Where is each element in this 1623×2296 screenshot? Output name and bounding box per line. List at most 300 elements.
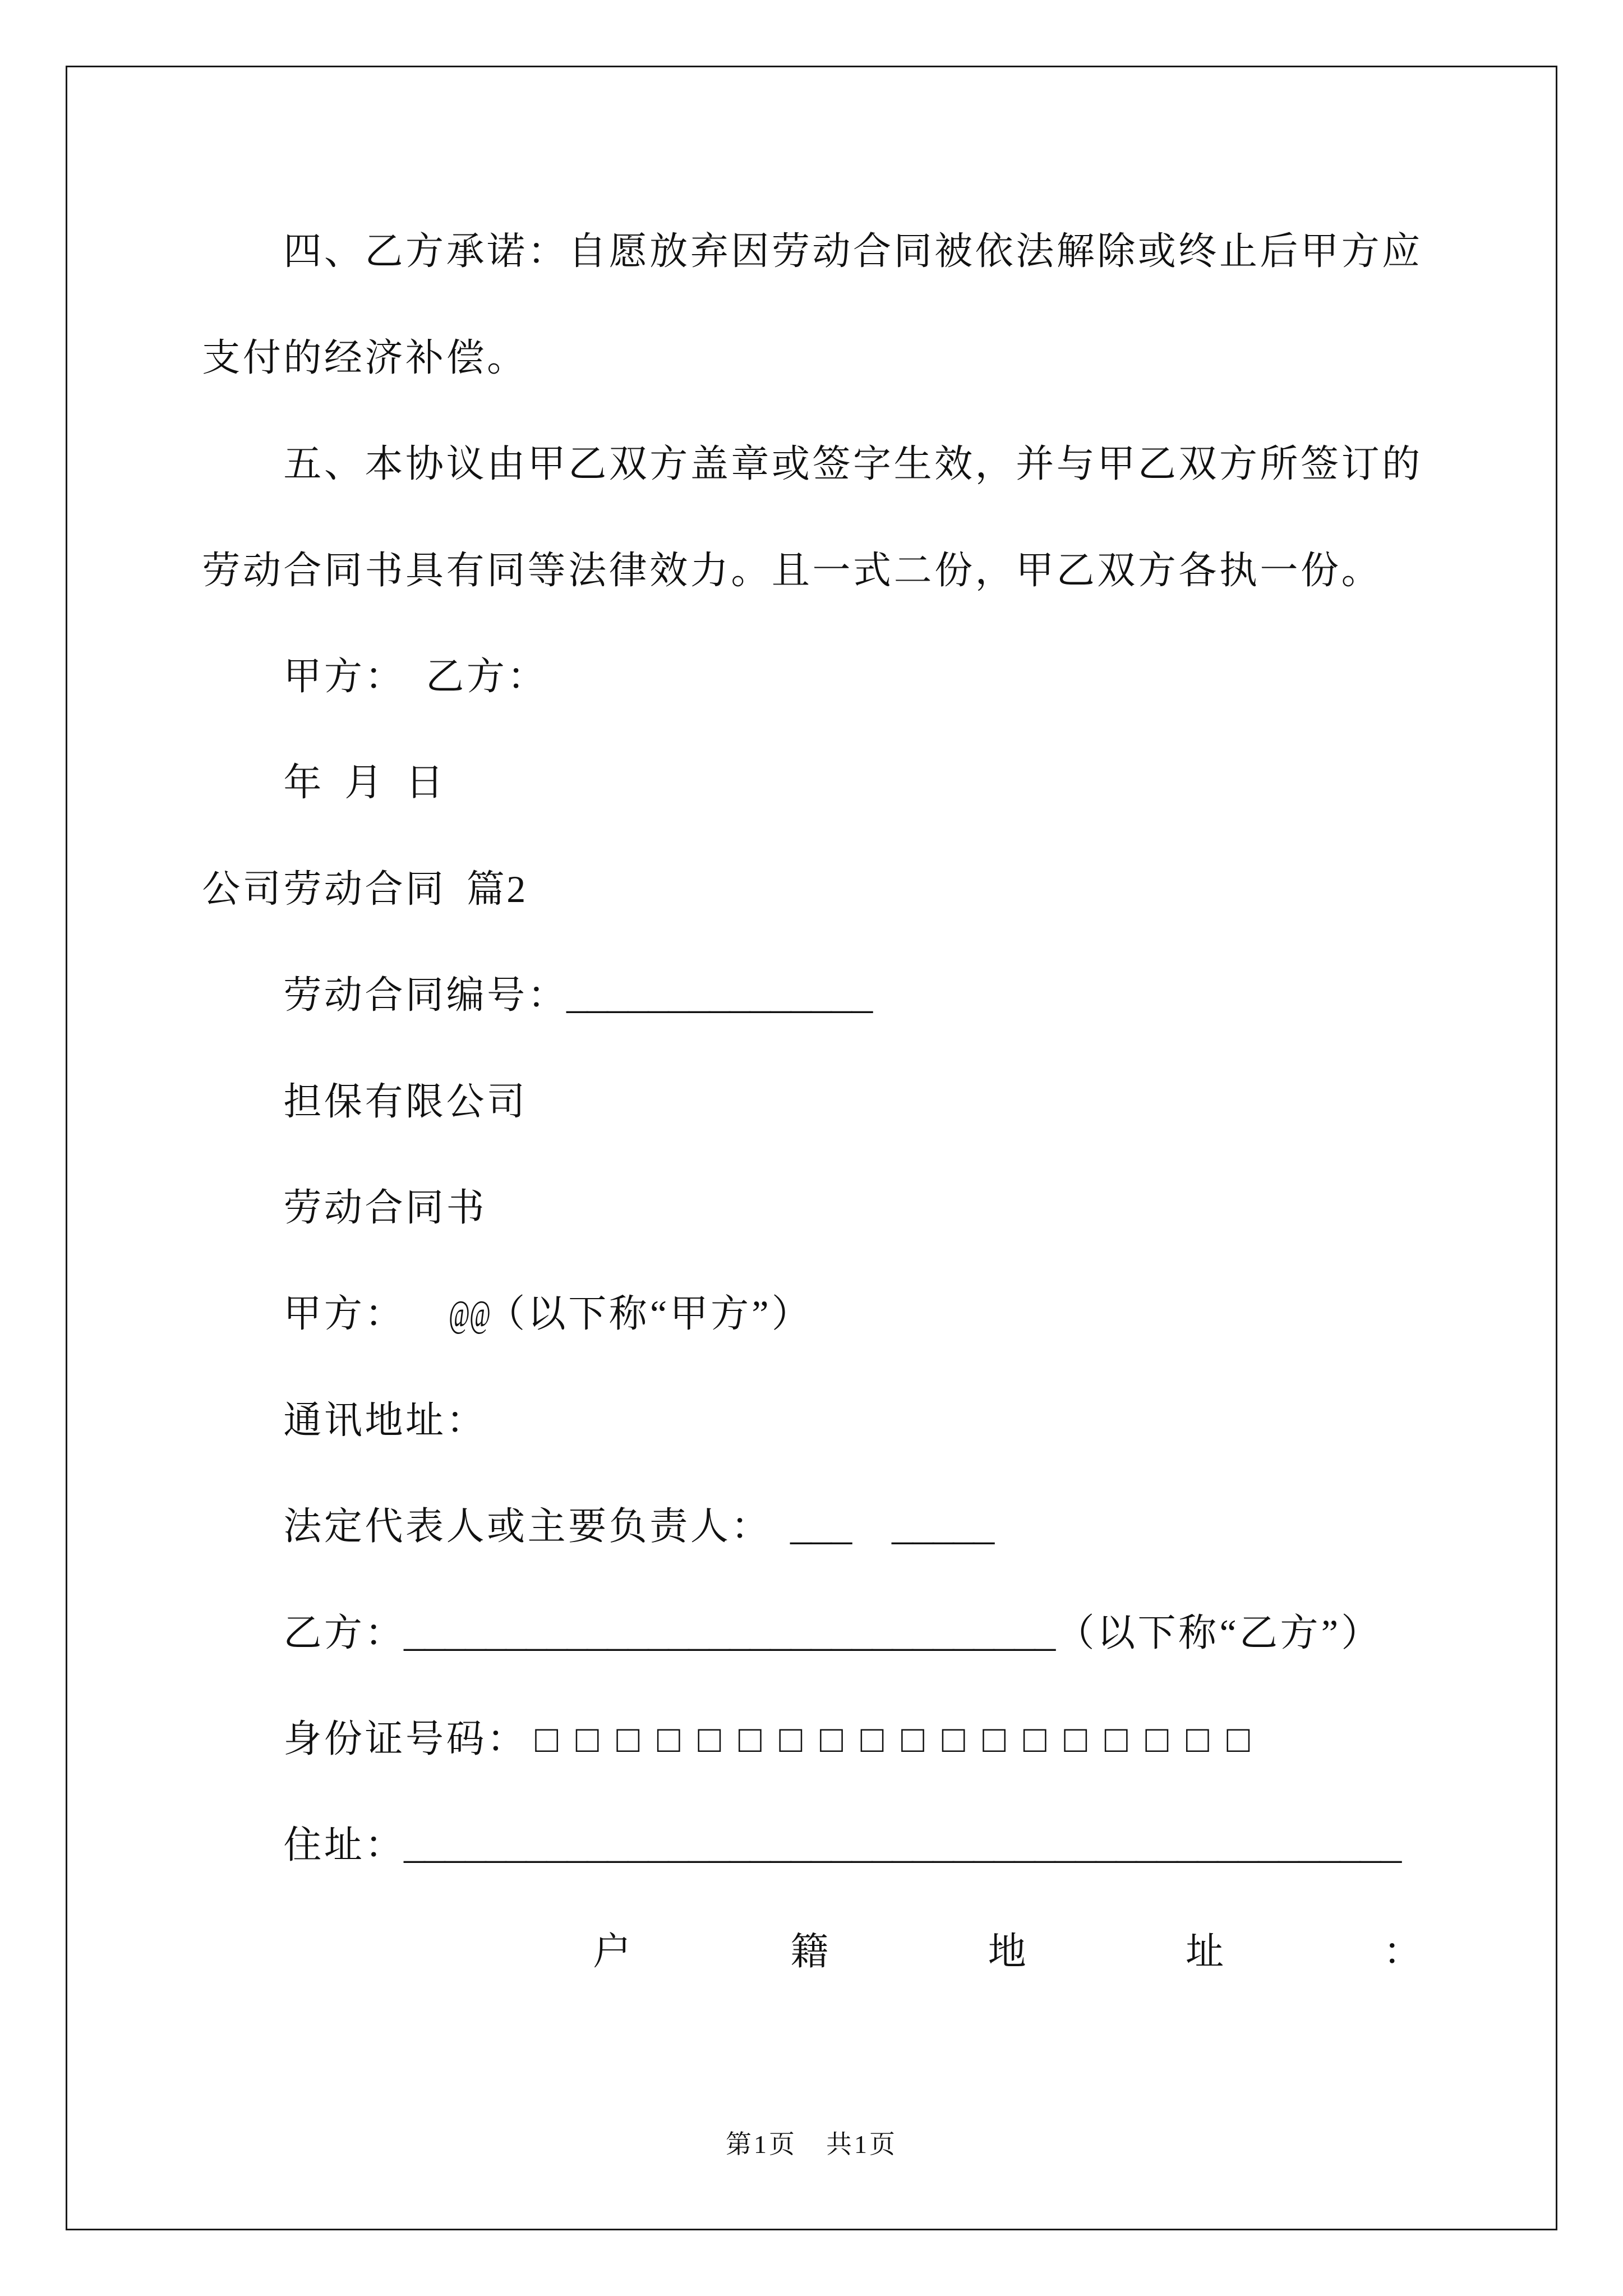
glyph: 方 (405, 230, 444, 273)
glyph: 甲 (1016, 549, 1054, 592)
legal-representative-blank-2 (892, 1505, 994, 1548)
document-title (201, 1155, 1423, 1261)
glyph: 终 (1178, 230, 1217, 273)
glyph: □ (616, 1717, 640, 1760)
glyph: “ (650, 1292, 667, 1336)
glyph: _ (1380, 1824, 1401, 1867)
glyph: _ (871, 1611, 893, 1654)
glyph: 方 (466, 655, 505, 698)
glyph: _ (648, 1824, 670, 1867)
glyph: 效 (934, 443, 973, 486)
glyph: _ (769, 1824, 791, 1867)
glyph: _ (831, 1611, 852, 1654)
glyph: ： (365, 1292, 403, 1336)
glyph: ： (487, 1717, 525, 1760)
party-b-signature-label (425, 655, 547, 698)
glyph: _ (1318, 1824, 1340, 1867)
footer-page-total: 共1页 (826, 2130, 897, 2159)
glyph: _ (627, 1824, 649, 1867)
glyph: _ (769, 974, 791, 1017)
glyph: 放 (649, 230, 688, 273)
glyph: 方 (1137, 549, 1176, 592)
glyph: 动 (324, 974, 362, 1017)
glyph: 或 (1137, 230, 1176, 273)
party-a-signature-label (282, 655, 404, 698)
glyph: □ (575, 1717, 599, 1760)
address-label (282, 1824, 404, 1866)
glyph: 合 (365, 867, 403, 910)
glyph: _ (973, 1505, 995, 1548)
party-a-name (445, 1292, 491, 1336)
glyph: 份 (1301, 549, 1339, 592)
glyph: _ (851, 1611, 873, 1654)
glyph: ： (365, 655, 403, 698)
glyph: 并 (1016, 443, 1054, 486)
party-b-blank (404, 1612, 1055, 1654)
glyph: ： (507, 655, 546, 698)
glyph: _ (1197, 1824, 1219, 1867)
glyph: _ (648, 1611, 670, 1654)
glyph: 本 (365, 443, 403, 486)
glyph: _ (851, 974, 873, 1017)
glyph: _ (1095, 1824, 1117, 1867)
glyph: 生 (893, 443, 932, 486)
glyph: 方 (324, 1611, 362, 1654)
clause-5 (201, 411, 1423, 624)
glyph: 效 (649, 549, 688, 592)
glyph: _ (831, 974, 852, 1017)
glyph: _ (810, 1611, 832, 1654)
glyph: 址 (405, 1398, 444, 1442)
glyph: ： (1383, 1930, 1422, 1973)
glyph: 住 (283, 1824, 322, 1867)
glyph: _ (892, 1824, 914, 1867)
glyph: 偿 (446, 336, 485, 379)
glyph: 具 (405, 549, 444, 592)
glyph: 以 (527, 1292, 566, 1336)
glyph: 后 (1260, 230, 1298, 273)
glyph: 被 (934, 230, 973, 273)
glyph: _ (607, 1611, 629, 1654)
glyph: 章 (731, 443, 769, 486)
glyph: 以 (1097, 1611, 1136, 1654)
glyph: 通 (283, 1398, 322, 1442)
glyph: _ (505, 1611, 527, 1654)
glyph: 乙 (1137, 443, 1176, 486)
glyph: _ (668, 1824, 690, 1867)
footer-page-current: 第1页 (726, 2130, 797, 2159)
glyph: 表 (405, 1505, 444, 1548)
glyph: _ (627, 1611, 649, 1654)
glyph: _ (729, 1611, 751, 1654)
glyph: 编 (446, 974, 485, 1017)
glyph: 、 (324, 230, 362, 273)
glyph: 因 (731, 230, 769, 273)
glyph: 证 (365, 1717, 403, 1760)
date-line (201, 730, 1423, 836)
glyph: _ (587, 974, 608, 1017)
glyph: @ (469, 1292, 491, 1336)
glyph: 甲 (527, 443, 566, 486)
glyph: 代 (365, 1505, 403, 1548)
glyph: _ (993, 1611, 1015, 1654)
party-a-line (201, 1261, 1423, 1367)
glyph: 式 (853, 549, 892, 592)
glyph: 、 (324, 443, 362, 486)
glyph: 四 (283, 230, 322, 273)
glyph: _ (1237, 1824, 1259, 1867)
glyph: 自 (568, 230, 607, 273)
glyph: _ (668, 974, 690, 1017)
glyph: 双 (1097, 549, 1136, 592)
glyph: 籍 (790, 1930, 829, 1973)
glyph: 承 (446, 230, 485, 273)
glyph: 号 (487, 974, 525, 1017)
contract-number-label (282, 974, 567, 1016)
signature-line (201, 624, 1423, 730)
glyph: 有 (365, 1080, 403, 1123)
party-b-label (282, 1612, 404, 1654)
glyph: □ (1064, 1717, 1087, 1760)
glyph (445, 836, 465, 942)
glyph: （ (1056, 1611, 1095, 1654)
glyph: 司 (242, 867, 281, 910)
glyph: 年 (283, 761, 322, 804)
glyph: 人 (690, 1505, 728, 1548)
glyph: _ (1034, 1611, 1056, 1654)
glyph: _ (424, 1611, 446, 1654)
glyph: 乙 (365, 230, 403, 273)
glyph: _ (566, 1611, 588, 1654)
glyph: _ (444, 1611, 466, 1654)
glyph: _ (932, 1611, 954, 1654)
glyph: 下 (568, 1292, 607, 1336)
glyph: _ (912, 1505, 934, 1548)
glyph: 人 (446, 1505, 485, 1548)
glyph: 甲 (283, 655, 322, 698)
contract-number-blank (567, 974, 872, 1016)
glyph: _ (708, 1611, 730, 1654)
date-month-label (343, 761, 384, 804)
glyph: _ (729, 1824, 751, 1867)
glyph: _ (932, 1505, 954, 1548)
glyph: 经 (324, 336, 362, 379)
glyph: _ (993, 1824, 1015, 1867)
date-day-label (404, 761, 445, 804)
glyph: 动 (324, 867, 362, 910)
glyph: 地 (988, 1930, 1026, 1973)
glyph: 力 (690, 549, 728, 592)
glyph: 济 (365, 336, 403, 379)
glyph: 律 (608, 549, 647, 592)
glyph: _ (892, 1505, 914, 1548)
glyph: 保 (324, 1080, 362, 1123)
address-line (201, 1792, 1423, 1898)
glyph: 劳 (283, 867, 322, 910)
glyph: 方 (324, 655, 362, 698)
glyph: ： (446, 1398, 485, 1442)
glyph: _ (485, 1824, 506, 1867)
glyph: 且 (771, 549, 810, 592)
glyph: 。 (1341, 549, 1380, 592)
glyph: □ (535, 1717, 559, 1760)
glyph: 合 (365, 1186, 403, 1229)
glyph: 同 (405, 867, 444, 910)
glyph: _ (648, 974, 670, 1017)
glyph: 有 (446, 549, 485, 592)
glyph: “ (1219, 1611, 1237, 1654)
glyph: □ (738, 1717, 762, 1760)
glyph: _ (688, 1824, 710, 1867)
glyph: _ (1054, 1824, 1076, 1867)
glyph: _ (810, 1505, 832, 1548)
glyph: _ (525, 1824, 547, 1867)
glyph: _ (587, 1824, 608, 1867)
glyph: _ (505, 1824, 527, 1867)
glyph: 五 (283, 443, 322, 486)
glyph: 责 (649, 1505, 688, 1548)
id-number-line (201, 1686, 1423, 1792)
glyph: 书 (365, 549, 403, 592)
glyph: 双 (608, 443, 647, 486)
section-heading (201, 836, 1423, 942)
glyph: 执 (1219, 549, 1257, 592)
glyph: _ (810, 974, 832, 1017)
party-a-alias (486, 1292, 811, 1335)
glyph: @ (449, 1292, 471, 1336)
glyph: 诺 (487, 230, 525, 273)
glyph: □ (983, 1717, 1006, 1760)
glyph: _ (668, 1611, 690, 1654)
glyph: 址 (1186, 1930, 1224, 1973)
household-address-label (592, 1899, 1423, 2005)
glyph: _ (912, 1611, 934, 1654)
glyph: 弃 (690, 230, 728, 273)
glyph: 公 (446, 1080, 485, 1123)
glyph: ： (527, 974, 566, 1017)
glyph: _ (953, 1824, 975, 1867)
glyph: _ (769, 1611, 791, 1654)
glyph: 等 (527, 549, 566, 592)
glyph: 主 (527, 1505, 566, 1548)
glyph: 劳 (283, 1186, 322, 1229)
glyph: _ (729, 974, 751, 1017)
glyph: ” (751, 1292, 769, 1336)
glyph: _ (851, 1824, 873, 1867)
glyph: 篇 (466, 867, 505, 910)
glyph: 同 (324, 549, 362, 592)
glyph: 与 (1056, 443, 1095, 486)
glyph: 或 (771, 443, 810, 486)
glyph: □ (901, 1717, 925, 1760)
glyph: _ (932, 1824, 954, 1867)
page-footer (0, 2128, 1623, 2161)
glyph: 同 (893, 230, 932, 273)
legal-representative-label (282, 1505, 771, 1548)
glyph: _ (566, 974, 588, 1017)
glyph: 。 (487, 336, 525, 379)
glyph: _ (749, 1611, 771, 1654)
glyph: _ (953, 1611, 975, 1654)
glyph: _ (790, 1824, 811, 1867)
glyph: _ (973, 1824, 995, 1867)
glyph: _ (1176, 1824, 1198, 1867)
glyph: _ (1298, 1824, 1320, 1867)
glyph: ） (771, 1292, 810, 1336)
glyph: _ (1257, 1824, 1280, 1867)
glyph: □ (819, 1717, 843, 1760)
glyph: 户 (593, 1930, 631, 1973)
glyph: □ (1227, 1717, 1250, 1760)
glyph: 劳 (771, 230, 810, 273)
glyph: _ (464, 1611, 486, 1654)
glyph: 止 (1219, 230, 1257, 273)
glyph: 甲 (1097, 443, 1136, 486)
glyph: _ (485, 1611, 506, 1654)
glyph: 甲 (283, 1292, 322, 1336)
glyph: _ (688, 1611, 710, 1654)
glyph: _ (1217, 1824, 1239, 1867)
document-body (201, 199, 1423, 2005)
glyph: 址 (324, 1824, 362, 1867)
glyph: _ (1359, 1824, 1381, 1867)
glyph: 的 (1382, 443, 1421, 486)
glyph: 。 (731, 549, 769, 592)
glyph: _ (810, 1824, 832, 1867)
glyph: □ (1186, 1717, 1209, 1760)
glyph: _ (1115, 1824, 1137, 1867)
glyph: □ (1145, 1717, 1169, 1760)
glyph: 同 (487, 549, 525, 592)
glyph: 要 (568, 1505, 607, 1548)
glyph: 方 (1280, 1611, 1318, 1654)
glyph: _ (790, 1505, 812, 1548)
glyph: _ (464, 1824, 486, 1867)
glyph: _ (973, 1611, 995, 1654)
glyph: 号 (405, 1717, 444, 1760)
glyph: 议 (446, 443, 485, 486)
glyph: _ (403, 1824, 425, 1867)
glyph: 法 (568, 549, 607, 592)
glyph: _ (749, 974, 771, 1017)
glyph: □ (942, 1717, 965, 1760)
glyph: ， (975, 443, 1013, 486)
glyph: 乙 (568, 443, 607, 486)
glyph: _ (912, 1824, 934, 1867)
glyph: ， (975, 549, 1013, 592)
glyph: 限 (405, 1080, 444, 1123)
glyph: 同 (405, 974, 444, 1017)
glyph: _ (892, 1611, 914, 1654)
glyph: 乙 (426, 655, 464, 698)
glyph: _ (1156, 1824, 1178, 1867)
glyph: 甲 (670, 1292, 708, 1336)
glyph: _ (831, 1505, 852, 1548)
id-number-boxes (526, 1718, 1258, 1760)
glyph: 份 (934, 549, 973, 592)
glyph: 日 (405, 761, 444, 804)
glyph: _ (953, 1505, 975, 1548)
id-number-label (282, 1718, 526, 1760)
glyph: 一 (812, 549, 851, 592)
mailing-address-label (201, 1368, 1423, 1474)
glyph: 一 (1260, 549, 1298, 592)
clause-4 (201, 199, 1423, 411)
glyph: _ (607, 1824, 629, 1867)
glyph: ： (527, 230, 566, 273)
glyph: 或 (487, 1505, 525, 1548)
glyph: _ (1013, 1611, 1035, 1654)
glyph: _ (790, 974, 812, 1017)
glyph: 负 (608, 1505, 647, 1548)
party-b-alias (1055, 1612, 1380, 1654)
glyph: 乙 (1056, 549, 1095, 592)
glyph: 所 (1260, 443, 1298, 486)
glyph: _ (546, 1611, 568, 1654)
glyph: 二 (893, 549, 932, 592)
glyph: 公 (202, 867, 241, 910)
glyph: _ (749, 1824, 771, 1867)
glyph: _ (708, 974, 730, 1017)
glyph: 依 (975, 230, 1013, 273)
glyph: 司 (487, 1080, 525, 1123)
glyph: 补 (405, 336, 444, 379)
glyph: 方 (649, 443, 688, 486)
glyph: 方 (324, 1292, 362, 1336)
glyph: 签 (812, 443, 851, 486)
legal-representative-line (201, 1474, 1423, 1580)
glyph: ” (1321, 1611, 1339, 1654)
glyph: □ (657, 1717, 680, 1760)
glyph: 称 (608, 1292, 647, 1336)
glyph: 字 (853, 443, 892, 486)
glyph: □ (779, 1717, 803, 1760)
glyph: _ (424, 1824, 446, 1867)
glyph: 劳 (283, 974, 322, 1017)
glyph: 动 (242, 549, 281, 592)
glyph: _ (1034, 1824, 1056, 1867)
glyph: 签 (1301, 443, 1339, 486)
glyph: 乙 (1239, 1611, 1278, 1654)
glyph: 应 (1382, 230, 1421, 273)
glyph: _ (790, 1611, 811, 1654)
glyph: _ (1013, 1824, 1035, 1867)
glyph: 合 (853, 230, 892, 273)
contract-number-line (201, 942, 1423, 1048)
glyph: 担 (283, 1080, 322, 1123)
glyph: 甲 (1301, 230, 1339, 273)
glyph: □ (698, 1717, 721, 1760)
glyph: 除 (1097, 230, 1136, 273)
glyph: _ (403, 1611, 425, 1654)
glyph: 订 (1341, 443, 1380, 486)
glyph: _ (1339, 1824, 1361, 1867)
glyph: ： (731, 1505, 769, 1548)
glyph: ） (1341, 1611, 1380, 1654)
glyph: 合 (365, 974, 403, 1017)
glyph: _ (1136, 1824, 1158, 1867)
glyph: （ (487, 1292, 525, 1336)
glyph: 码 (446, 1717, 485, 1760)
glyph: □ (1104, 1717, 1128, 1760)
party-a-label (282, 1292, 404, 1335)
glyph: _ (1075, 1824, 1096, 1867)
glyph: 的 (283, 336, 322, 379)
glyph: 各 (1178, 549, 1217, 592)
glyph: 份 (324, 1717, 362, 1760)
glyph: _ (871, 1824, 893, 1867)
glyph: 乙 (283, 1611, 322, 1654)
